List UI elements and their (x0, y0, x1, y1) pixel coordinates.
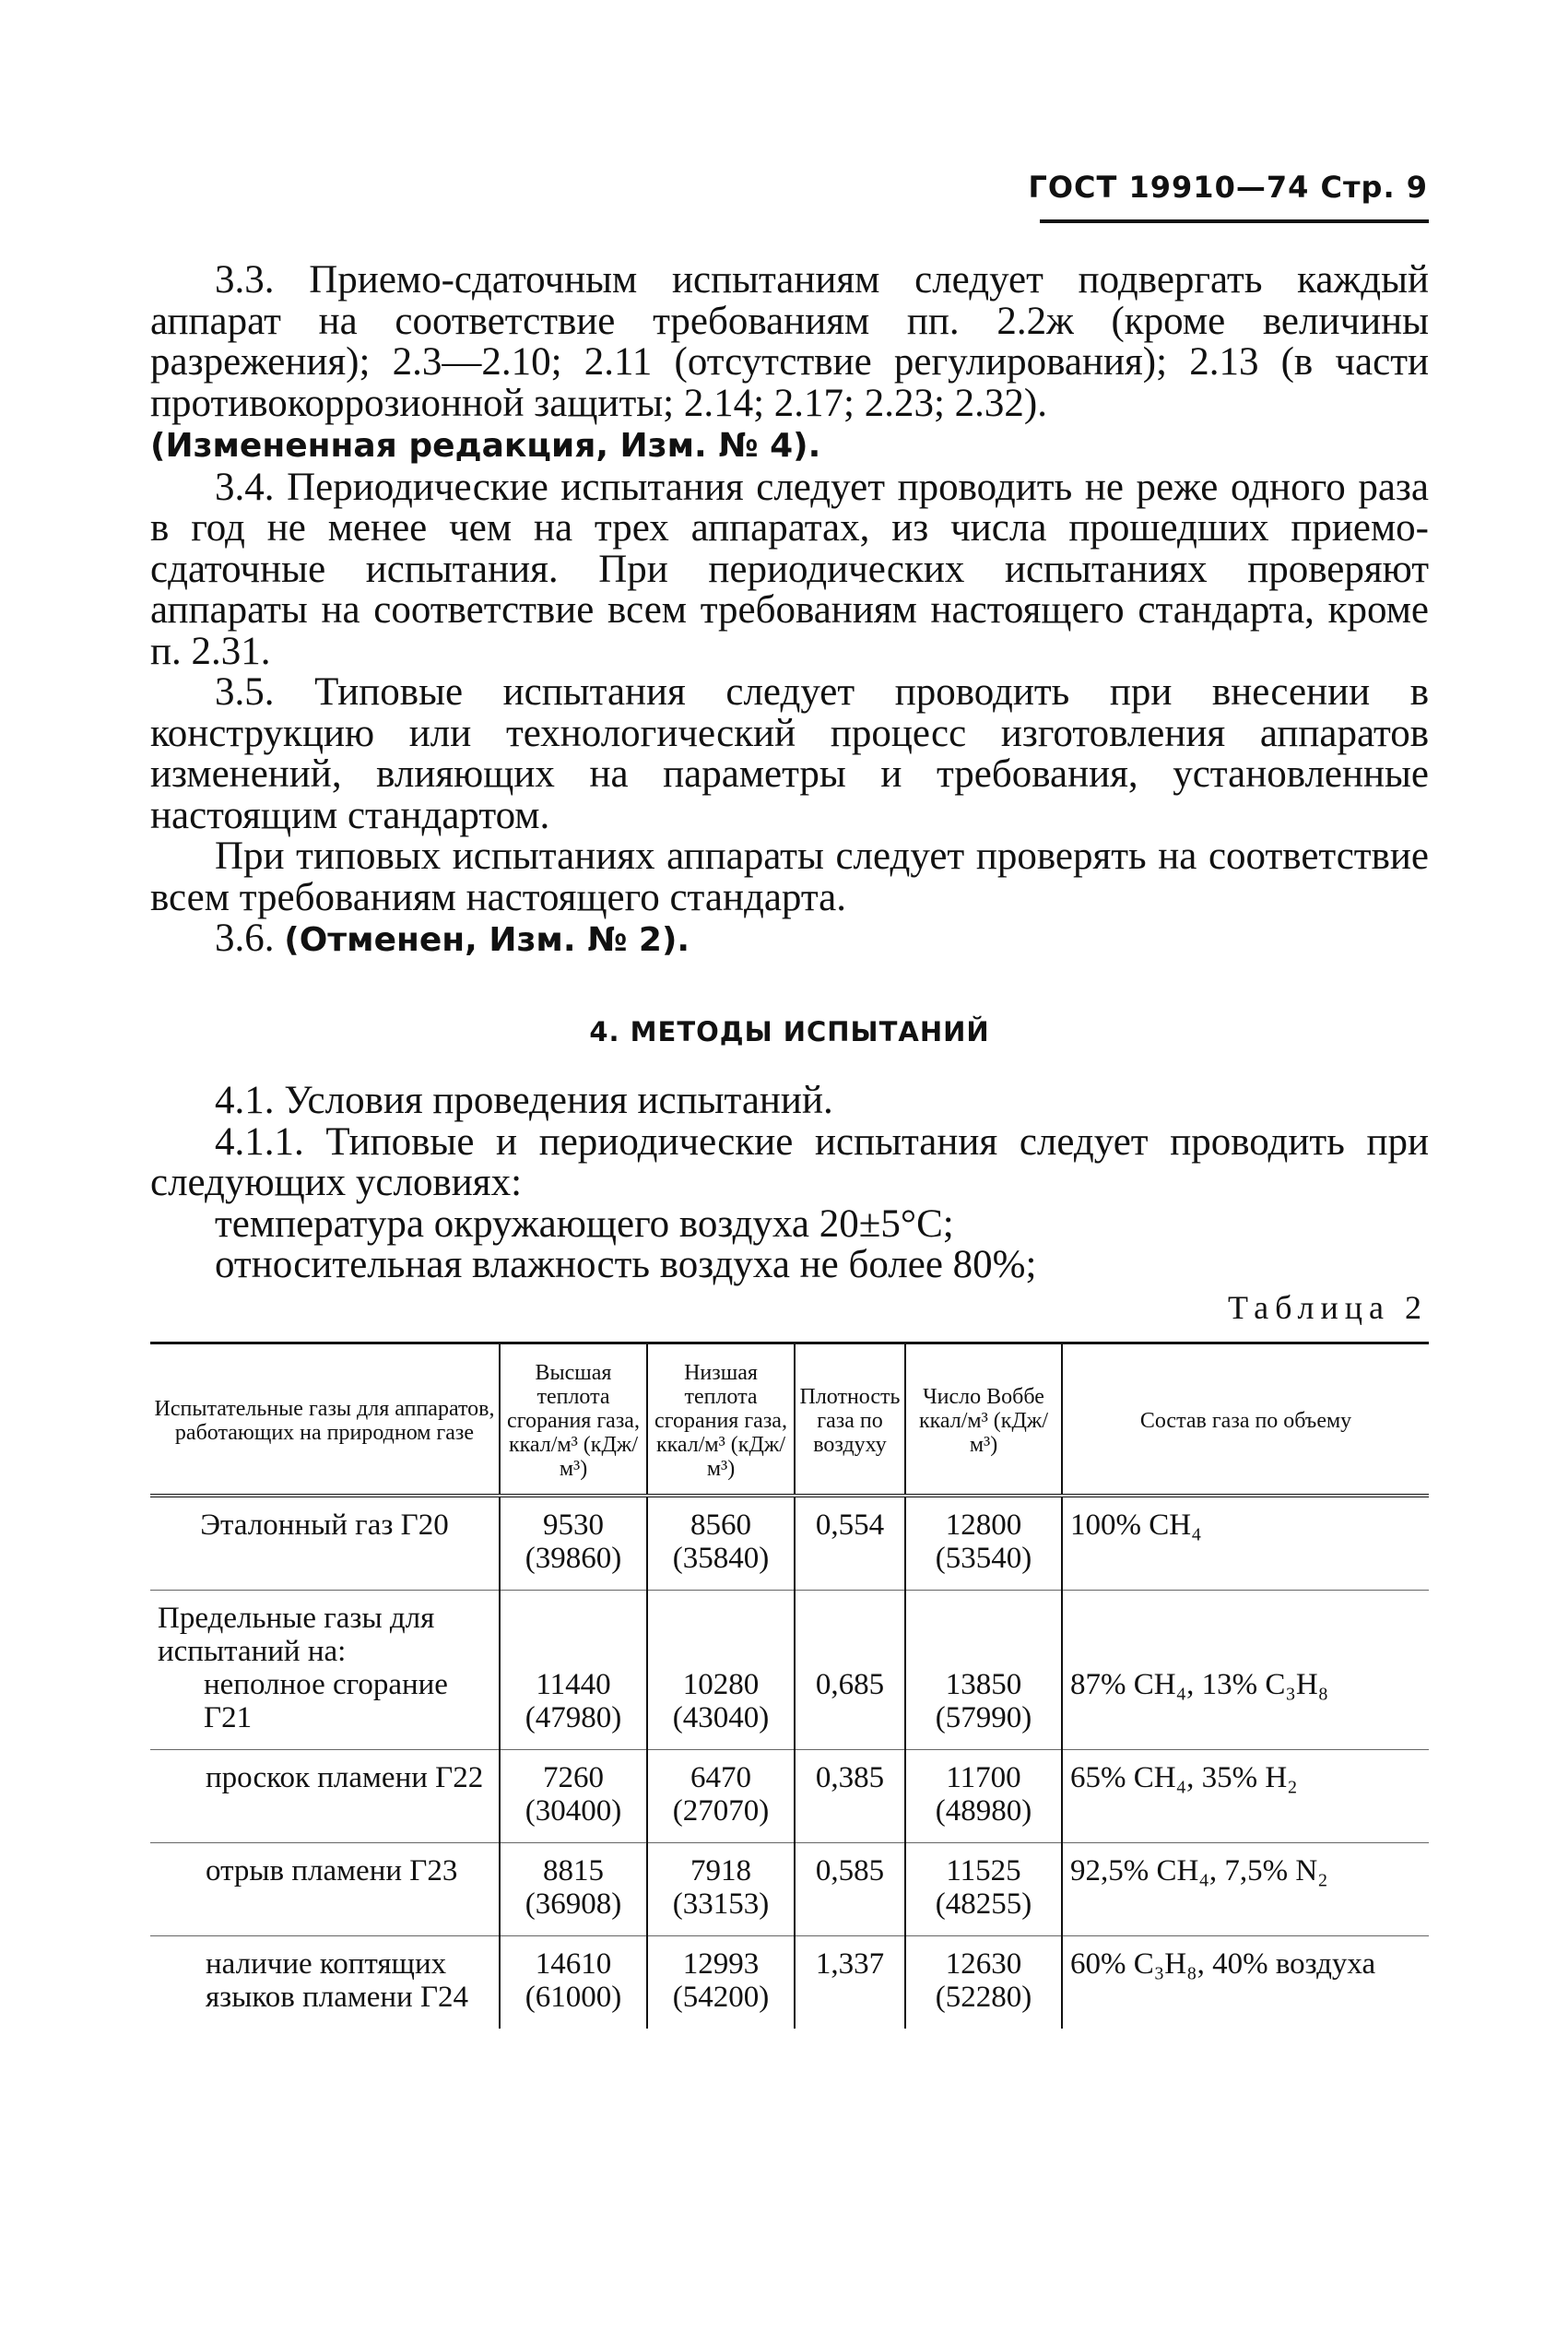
header-composition: Состав газа по объему (1062, 1343, 1429, 1497)
table-row (150, 1591, 1429, 1750)
cell-low: 7918 (33153) (647, 1843, 795, 1936)
cell-composition: 60% C₃H₈, 40% воздуха (1062, 1936, 1429, 2029)
cell-wobbe: 12630 (52280) (905, 1936, 1062, 2029)
cell-density: 0,685 (795, 1591, 905, 1750)
cell-high: 14610 (61000) (500, 1936, 647, 2029)
cell-name: проскок пламени Г22 (150, 1750, 500, 1843)
cell-low: 6470 (27070) (647, 1750, 795, 1843)
cell-wobbe: 13850 (57990) (905, 1591, 1062, 1750)
paragraph-3-5: 3.5. Типовые испытания следует проводить при внесении в конструкцию или технологический процесс изготовления аппаратов изменений, влияющих на параметры и требования, установленные настоящим стандартом. (150, 670, 1429, 837)
cell-wobbe: 12800 (53540) (905, 1496, 1062, 1591)
table-header-row (150, 1343, 1429, 1497)
cell-low: 12993 (54200) (647, 1936, 795, 2029)
cell-high: 8815 (36908) (500, 1843, 647, 1936)
paragraph-3-6-number: 3.6. (215, 917, 275, 960)
header-lower-heat: Низшая теплота сгорания газа, ккал/м³ (кДж/м³) (647, 1343, 795, 1497)
table-row (150, 1750, 1429, 1843)
header-gas-name: Испытательные газы для аппаратов, работающих на природном газе (150, 1343, 500, 1497)
condition-4-1: 4.1. Условия проведения испытаний. (215, 1079, 833, 1122)
paragraph-3-6-note: (Отменен, Изм. № 2). (284, 921, 690, 959)
paragraph-3-3-text: 3.3. Приемо-сдаточным испытаниям следует подвергать каждый аппарат на соответствие требованиям пп. 2.2ж (кроме величины разрежения); 2.3—2.10; 2.11 (отсутствие регулирования); 2.13 (в части противокоррозионной защиты; 2.14; 2.17; 2.23; 2.32). (150, 258, 1429, 425)
cell-high: 7260 (30400) (500, 1750, 647, 1843)
cell-wobbe: 11525 (48255) (905, 1843, 1062, 1936)
header-density: Плотность газа по воздуху (795, 1343, 905, 1497)
gas-table (150, 1342, 1429, 2029)
cell-density: 0,385 (795, 1750, 905, 1843)
cell-low: 8560 (35840) (647, 1496, 795, 1591)
cell-composition: 100% CH₄ (1062, 1496, 1429, 1591)
table-row (150, 1936, 1429, 2029)
paragraph-types: При типовых испытаниях аппараты следует проверять на соответствие всем требованиям настоящего стандарта. (150, 834, 1429, 919)
cell-density: 0,585 (795, 1843, 905, 1936)
body-text (150, 260, 1429, 962)
paragraph-3-3-note: (Измененная редакция, Изм. № 4). (150, 427, 821, 465)
cell-name: отрыв пламени Г23 (150, 1843, 500, 1936)
condition-humidity: относительная влажность воздуха не более 80%; (215, 1243, 1037, 1286)
cell-high: 9530 (39860) (500, 1496, 647, 1591)
cell-composition: 87% CH₄, 13% C₃H₈ (1062, 1591, 1429, 1750)
cell-low: 10280 (43040) (647, 1591, 795, 1750)
cell-density: 0,554 (795, 1496, 905, 1591)
section-title: 4. МЕТОДЫ ИСПЫТАНИЙ (589, 1016, 990, 1047)
conditions-block (150, 1081, 1429, 1286)
header-higher-heat: Высшая теплота сгорания газа, ккал/м³ (кДж/м³) (500, 1343, 647, 1497)
page-header: ГОСТ 19910—74 Стр. 9 (1028, 170, 1428, 205)
group-label: Предельные газы для испытаний на: (158, 1602, 435, 1668)
header-wobbe: Число Воббе ккал/м³ (кДж/м³) (905, 1343, 1062, 1497)
cell-name: Эталонный газ Г20 (200, 1509, 449, 1542)
condition-temperature: температура окружающего воздуха 20±5°С; (215, 1201, 954, 1246)
cell-density: 1,337 (795, 1936, 905, 2029)
cell-composition: 65% CH₄, 35% H₂ (1062, 1750, 1429, 1843)
cell-name: наличие коптящих языков пламени Г24 (150, 1936, 500, 2029)
cell-wobbe: 11700 (48980) (905, 1750, 1062, 1843)
table-row (150, 1843, 1429, 1936)
cell-high: 11440 (47980) (500, 1591, 647, 1750)
header-rule (1040, 219, 1429, 223)
paragraph-3-3 (150, 260, 1429, 467)
table-caption: Таблица 2 (1228, 1289, 1428, 1326)
paragraph-3-6 (150, 918, 1429, 962)
condition-4-1-1: 4.1.1. Типовые и периодические испытания следует проводить при следующих условиях: (150, 1119, 1429, 1204)
table-row (150, 1496, 1429, 1591)
paragraph-3-4: 3.4. Периодические испытания следует проводить не реже одного раза в год не менее чем на трех аппаратах, из числа прошедших приемо-сдаточные испытания. При периодических испытаниях проверяют аппараты на соответствие всем требованиям настоящего стандарта, кроме п. 2.31. (150, 465, 1429, 673)
cell-composition: 92,5% CH₄, 7,5% N₂ (1062, 1843, 1429, 1936)
cell-name: Предельные газы для испытаний на: неполное сгорание Г21 (150, 1591, 500, 1750)
